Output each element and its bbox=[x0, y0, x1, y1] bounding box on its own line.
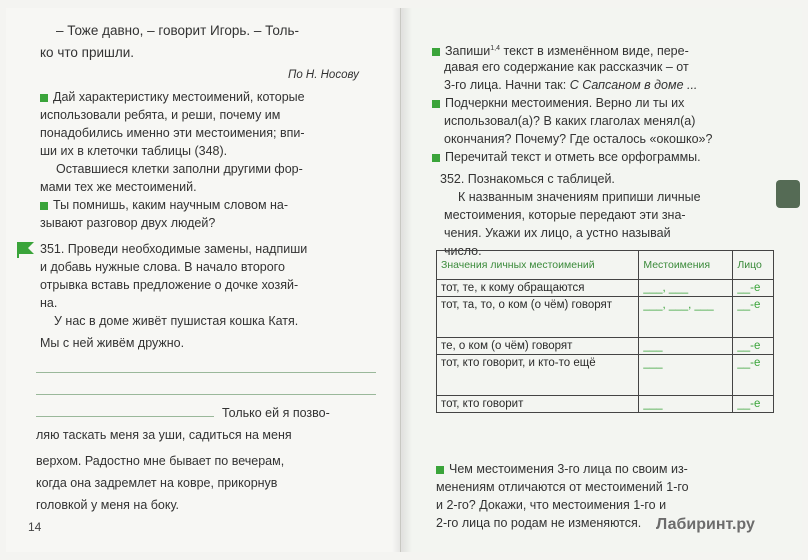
story-line: головкой у меня на боку. bbox=[36, 498, 179, 512]
table-header: Значения личных местоимений bbox=[437, 251, 639, 280]
table-row bbox=[437, 338, 774, 355]
task-line: окончания? Почему? Где осталось «окошко»? bbox=[444, 132, 713, 146]
exercise-line: на. bbox=[40, 296, 58, 310]
meaning-cell: тот, та, то, о ком (о чём) говорят bbox=[437, 297, 639, 338]
person-cell[interactable]: __-е bbox=[733, 355, 774, 396]
pronoun-cell[interactable]: ___ bbox=[639, 396, 733, 413]
task-line: зывают разговор двух людей? bbox=[40, 216, 216, 230]
task-line: давая его содержание как рассказчик – от bbox=[444, 60, 689, 74]
person-cell[interactable]: __-е bbox=[733, 280, 774, 297]
question-line: и 2-го? Докажи, что местоимения 1-го и bbox=[436, 498, 667, 512]
pronoun-cell[interactable]: ___ bbox=[639, 338, 733, 355]
pronoun-cell[interactable]: ___, ___ bbox=[639, 280, 733, 297]
question-line: Чем местоимения 3-го лица по своим из- bbox=[436, 460, 688, 478]
question-line: 2-го лица по родам не изменяются. bbox=[436, 516, 642, 530]
dialogue-line: – Тоже давно, – говорит Игорь. – Толь- bbox=[56, 23, 299, 38]
exercise-line: и добавь нужные слова. В начало второго bbox=[40, 260, 285, 274]
meaning-cell: те, о ком (о чём) говорят bbox=[437, 338, 639, 355]
task-line: использовал(а)? В каких глаголах менял(а) bbox=[444, 114, 696, 128]
task-line: Перечитай текст и отметь все орфограммы. bbox=[432, 148, 701, 166]
task-line: Дай характеристику местоимений, которые bbox=[40, 88, 305, 106]
green-square-icon bbox=[436, 466, 444, 474]
task-line: мами тех же местоимений. bbox=[40, 180, 197, 194]
task-line: использовали ребята, и реши, почему им bbox=[40, 108, 281, 122]
table-header-row bbox=[437, 251, 774, 280]
table-row bbox=[437, 355, 774, 396]
exercise-line: число. bbox=[444, 244, 482, 258]
writing-line bbox=[36, 416, 214, 417]
task-line: понадобились именно эти местоимения; впи- bbox=[40, 126, 305, 140]
task-line: Запиши$^{1,4}$ текст в изменённом виде, пере- bbox=[432, 40, 689, 60]
table-row bbox=[437, 280, 774, 297]
writing-line bbox=[36, 372, 376, 373]
person-cell[interactable]: __-е bbox=[733, 297, 774, 338]
green-square-icon bbox=[40, 94, 48, 102]
exercise-line: местоимения, которые передают эти зна- bbox=[444, 208, 686, 222]
task-line: Ты помнишь, каким научным словом на- bbox=[40, 196, 288, 214]
story-line: Только ей я позво- bbox=[222, 406, 330, 420]
page-gutter bbox=[392, 8, 412, 552]
table-row bbox=[437, 297, 774, 338]
story-line: ляю таскать меня за уши, садиться на меня bbox=[36, 428, 292, 442]
green-square-icon bbox=[432, 48, 440, 56]
side-tab-icon bbox=[776, 180, 800, 208]
story-line: верхом. Радостно мне бывает по вечерам, bbox=[36, 454, 285, 468]
table-row bbox=[437, 396, 774, 413]
watermark-logo: Лабиринт.ру bbox=[656, 516, 755, 533]
exercise-line: чения. Укажи их лицо, а устно называй bbox=[444, 226, 671, 240]
author-credit: По Н. Носову bbox=[288, 69, 359, 81]
meaning-cell: тот, те, к кому обращаются bbox=[437, 280, 639, 297]
table-header: Местоимения bbox=[639, 251, 733, 280]
pronoun-cell[interactable]: ___ bbox=[639, 355, 733, 396]
person-cell[interactable]: __-е bbox=[733, 396, 774, 413]
pronoun-table bbox=[436, 250, 774, 413]
story-line: У нас в доме живёт пушистая кошка Катя. bbox=[54, 314, 299, 328]
task-line: Оставшиеся клетки заполни другими фор- bbox=[56, 162, 303, 176]
pronoun-cell[interactable]: ___, ___, ___ bbox=[639, 297, 733, 338]
exercise-line: отрывка вставь предложение о дочке хозяй- bbox=[40, 278, 299, 292]
green-square-icon bbox=[432, 100, 440, 108]
question-line: менениям отличаются от местоимений 1-го bbox=[436, 480, 689, 494]
dialogue-line: ко что пришли. bbox=[40, 45, 134, 60]
exercise-352-line: 352. Познакомься с таблицей. bbox=[440, 172, 615, 186]
person-cell[interactable]: __-е bbox=[733, 338, 774, 355]
green-square-icon bbox=[40, 202, 48, 210]
story-line: Мы с ней живём дружно. bbox=[40, 336, 185, 350]
green-square-icon bbox=[432, 154, 440, 162]
exercise-line: К названным значениям припиши личные bbox=[458, 190, 701, 204]
meaning-cell: тот, кто говорит bbox=[437, 396, 639, 413]
flag-icon bbox=[16, 240, 36, 258]
task-line: 3-го лица. Начни так: С Сапсаном в доме ... bbox=[444, 78, 698, 92]
meaning-cell: тот, кто говорит, и кто-то ещё bbox=[437, 355, 639, 396]
table-header: Лицо bbox=[733, 251, 774, 280]
page-number: 14 bbox=[28, 520, 42, 534]
writing-line bbox=[36, 394, 376, 395]
story-line: когда она задремлет на ковре, прикорнув bbox=[36, 476, 278, 490]
exercise-351-line: 351. Проведи необходимые замены, надпиши bbox=[40, 242, 308, 256]
task-line: Подчеркни местоимения. Верно ли ты их bbox=[432, 94, 684, 112]
task-line: ши их в клеточки таблицы (348). bbox=[40, 144, 228, 158]
